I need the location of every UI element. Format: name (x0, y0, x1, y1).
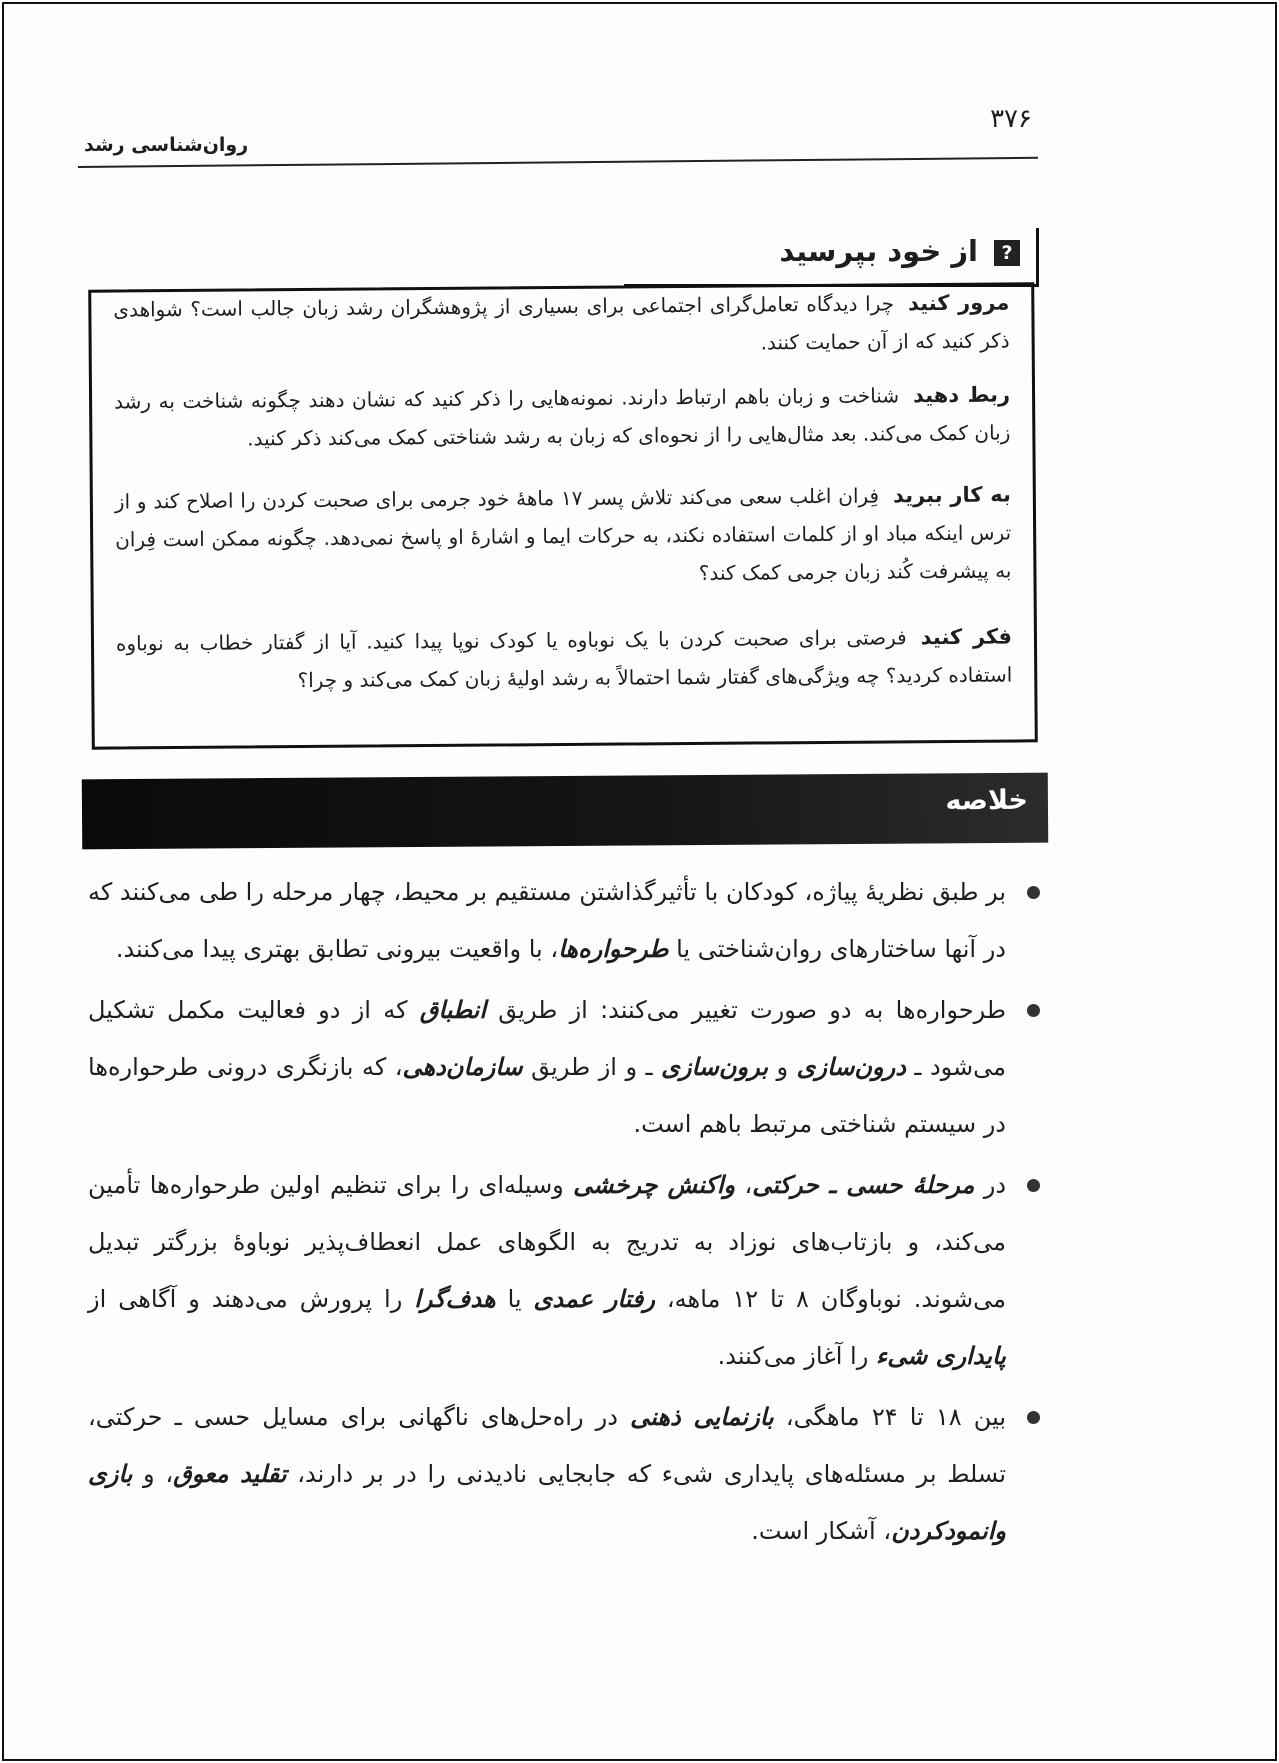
key-term: انطباق (419, 996, 487, 1024)
key-term: پایداری شیء (875, 1342, 1006, 1370)
key-term: طرحواره‌ها (558, 935, 669, 963)
summary-item (88, 864, 1048, 978)
summary-text: را پرورش می‌دهند و آگاهی از (88, 1285, 415, 1313)
ask-yourself-title: از خود بپرسید (779, 234, 978, 268)
questions-box (88, 282, 1038, 749)
summary-text: ، آشکار است. (751, 1517, 892, 1545)
question-text: فرصتی برای صحبت کردن با یک نوباوه یا کودک نوپا پیدا کنید. آیا از گفتار خطاب به نوباوه استفاده کردید؟ چه ویژگی‌های گفتار شما احتمالاً به رشد اولیهٔ زبان کمک می‌کند و چرا؟ (115, 625, 1013, 693)
summary-item (88, 982, 1048, 1153)
summary-text: در (974, 1171, 1007, 1199)
key-term: تقلید معوق (173, 1460, 287, 1488)
question-apply (115, 475, 1012, 596)
question-connect (114, 375, 1011, 458)
key-term: بازنمایی ذهنی (630, 1403, 774, 1431)
summary-text: و (768, 1053, 797, 1081)
question-label: مرور کنید (907, 290, 1010, 316)
page-number: ۳۷۶ (990, 104, 1032, 134)
question-mark-box-icon: ? (994, 240, 1020, 266)
summary-title: خلاصه (945, 784, 1029, 817)
ask-yourself-heading (624, 228, 1039, 287)
summary-text: ، که بازنگری درونی طرحواره‌ها در سیستم شناختی مرتبط باهم است. (88, 1053, 1006, 1138)
summary-header-bar (82, 773, 1048, 850)
book-title: روان‌شناسی رشد (84, 134, 249, 156)
bullet-icon (1027, 1179, 1040, 1192)
page-header (78, 104, 1038, 180)
question-review (113, 283, 1010, 366)
question-label: ربط دهید (912, 382, 1011, 408)
bullet-icon (1027, 1004, 1040, 1017)
summary-text: را آغاز می‌کنند. (717, 1342, 876, 1370)
summary-text: در راه‌حل‌های ناگهانی برای مسایل حسی ـ حرکتی، تسلط بر مسئله‌های پایداری شیء که جابجایی نادیدنی را در بر دارند، (88, 1403, 1007, 1488)
summary-text: بر طبق نظریهٔ پیاژه، کودکان با تأثیرگذاشتن مستقیم بر محیط، چهار مرحله را طی می‌کنند که در آنها ساختارهای روان‌شناختی یا (88, 878, 1006, 963)
summary-text: طرحواره‌ها به دو صورت تغییر می‌کنند: از طریق (486, 996, 1006, 1024)
summary-text: یا (495, 1285, 534, 1313)
summary-text: وسیله‌ای را برای تنظیم اولین طرحواره‌ها تأمین می‌کند، و بازتاب‌های نوزاد به تدریج به الگوهای عمل انعطاف‌پذیر نوباوهٔ بزرگتر تبدیل می‌شوند. نوباوگان ۸ تا ۱۲ ماهه، (88, 1171, 1007, 1313)
question-text: فِران اغلب سعی می‌کند تلاش پسر ۱۷ ماههٔ خود جرمی برای صحبت کردن را اصلاح کند و از ترس اینکه مباد او از کلمات استفاده نکند، به حرکات ایما و اشارهٔ او پاسخ نمی‌دهد. (114, 483, 1012, 550)
key-term: درون‌سازی (796, 1053, 906, 1081)
summary-item (88, 1389, 1048, 1560)
question-label: فکر کنید (920, 624, 1013, 650)
summary-text: بین ۱۸ تا ۲۴ ماهگی، (773, 1403, 1006, 1431)
question-text-emphasis: چگونه ممکن است فِران به پیشرفت کُند زبان جرمی کمک کند؟ (115, 525, 1012, 585)
key-term: هدف‌گرا (414, 1285, 496, 1313)
key-term: مرحلهٔ حسی ـ حرکتی (752, 1171, 975, 1199)
summary-text: ، با واقعیت بیرونی تطابق بهتری پیدا می‌کنند. (115, 935, 559, 963)
summary-list (88, 864, 1048, 1564)
bullet-icon (1027, 1411, 1040, 1424)
key-term: رفتار عمدی (533, 1285, 655, 1313)
summary-text: ـ و از طریق (522, 1053, 662, 1081)
question-label: به کار ببرید (892, 482, 1011, 508)
question-text: چرا دیدگاه تعامل‌گرای اجتماعی برای بسیاری از پژوهشگران رشد زبان جالب است؟ شواهدی ذکر کنید که از آن حمایت کنند. (113, 291, 1010, 355)
book-page (2, 2, 1277, 1761)
summary-item (88, 1157, 1048, 1385)
key-term: بازی وانمودکردن (88, 1460, 1006, 1545)
key-term: برون‌سازی (661, 1053, 769, 1081)
summary-text: ، و (132, 1460, 174, 1488)
key-term: سازمان‌دهی (402, 1053, 523, 1081)
summary-text: ، (735, 1171, 753, 1199)
key-term: واکنش چرخشی (573, 1171, 736, 1199)
header-rule (78, 157, 1038, 168)
question-text: شناخت و زبان باهم ارتباط دارند. نمونه‌هایی را ذکر کنید که نشان دهند چگونه شناخت به رشد زبان کمک می‌کند. بعد مثال‌هایی را از نحوه‌ای که زبان به رشد شناختی کمک می‌کند ذکر کنید. (113, 383, 1011, 451)
summary-text: که از دو فعالیت مکمل تشکیل می‌شود ـ (88, 996, 1007, 1081)
question-reflect (116, 617, 1013, 700)
bullet-icon (1027, 886, 1040, 899)
